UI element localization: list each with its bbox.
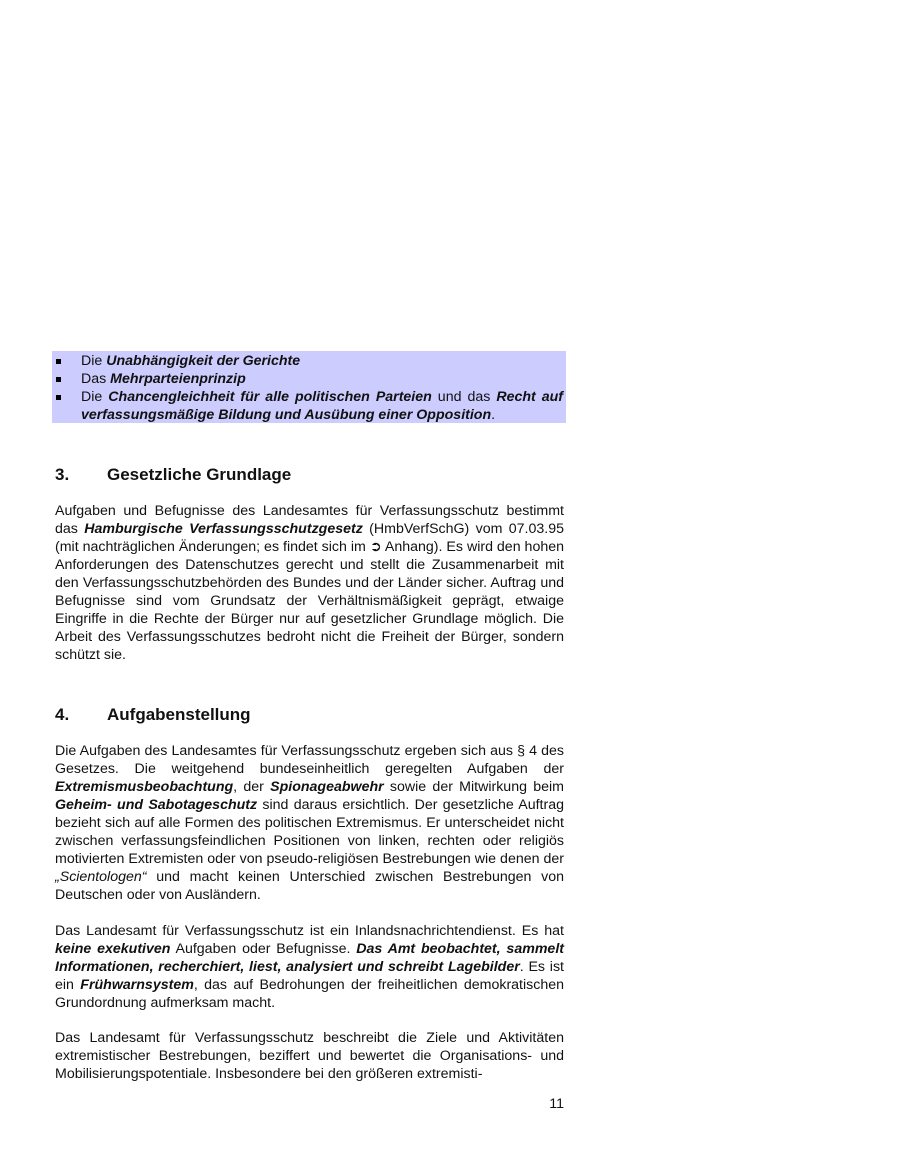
paragraph-tasks: Die Aufgaben des Landesamtes für Verfassungsschutz ergeben sich aus § 4 des Gesetzes. Die weitgehend bundeseinheitlich geregelten Aufgaben der Extremismusbeobachtung, der Spionageabwehr sowie der Mitwirkung beim Geheim- und Sabotageschutz sind daraus ersichtlich. Der gesetzliche Auftrag bezieht sich auf alle Formen des politischen Extremismus. Er unterscheidet nicht zwischen verfassungsfeindlichen Positionen von linken, rechten oder religiös motivierten Extremisten oder von pseudo-religiösen Bestrebungen wie denen der „Scientologen“ und macht keinen Unterschied zwischen Bestrebungen von Deutschen oder von Ausländern. bbox=[55, 743, 564, 903]
section-title: Aufgabenstellung bbox=[107, 705, 251, 724]
section-number: 3. bbox=[55, 465, 70, 484]
list-item: Das Mehrparteienprinzip bbox=[55, 370, 563, 388]
section-title: Gesetzliche Grundlage bbox=[107, 465, 292, 484]
list-item: Die Unabhängigkeit der Gerichte bbox=[55, 352, 563, 370]
section-number: 4. bbox=[55, 705, 70, 724]
arrow-reference-icon: ➲ bbox=[369, 539, 382, 555]
principles-list bbox=[55, 352, 563, 424]
list-item: Die Chancengleichheit für alle politischen Parteien und das Recht auf verfassungsmäßige Bildung und Ausübung einer Opposition. bbox=[55, 388, 563, 424]
paragraph-intelligence-service: Das Landesamt für Verfassungsschutz ist ein Inlandsnachrichtendienst. Es hat keine exekutiven Aufgaben oder Befugnisse. Das Amt beobachtet, sammelt Informationen, recherchiert, liest, analysiert und schreibt Lagebilder. Es ist ein Frühwarnsystem, das auf Bedrohungen der freiheitlichen demokratischen Grundordnung aufmerksam macht. bbox=[55, 923, 565, 1011]
page-number: 11 bbox=[549, 1096, 564, 1112]
section-heading-3 bbox=[55, 464, 291, 486]
section-heading-4 bbox=[55, 704, 251, 726]
paragraph-objectives: Das Landesamt für Verfassungsschutz beschreibt die Ziele und Aktivitäten extremistischer Bestrebungen, beziffert und bewertet die Organisations- und Mobilisierungspotentiale. Insbesondere bei den größeren extremisti- bbox=[55, 1030, 564, 1082]
paragraph-legal-basis: Aufgaben und Befugnisse des Landesamtes für Verfassungsschutz bestimmt das Hamburgische Verfassungsschutzgesetz (HmbVerfSchG) vom 07.03.95 (mit nachträglichen Änderungen; es findet sich im ➲ Anhang). Es wird den hohen Anforderungen des Datenschutzes gerecht und stellt die Zusammenarbeit mit den Verfassungsschutzbehörden des Bundes und der Länder sicher. Auftrag und Befugnisse sind vom Grundsatz der Verhältnismäßigkeit geprägt, etwaige Eingriffe in die Rechte der Bürger nur auf gesetzlicher Grundlage möglich. Die Arbeit des Verfassungsschutzes bedroht nicht die Freiheit der Bürger, sondern schützt sie. bbox=[55, 503, 565, 663]
